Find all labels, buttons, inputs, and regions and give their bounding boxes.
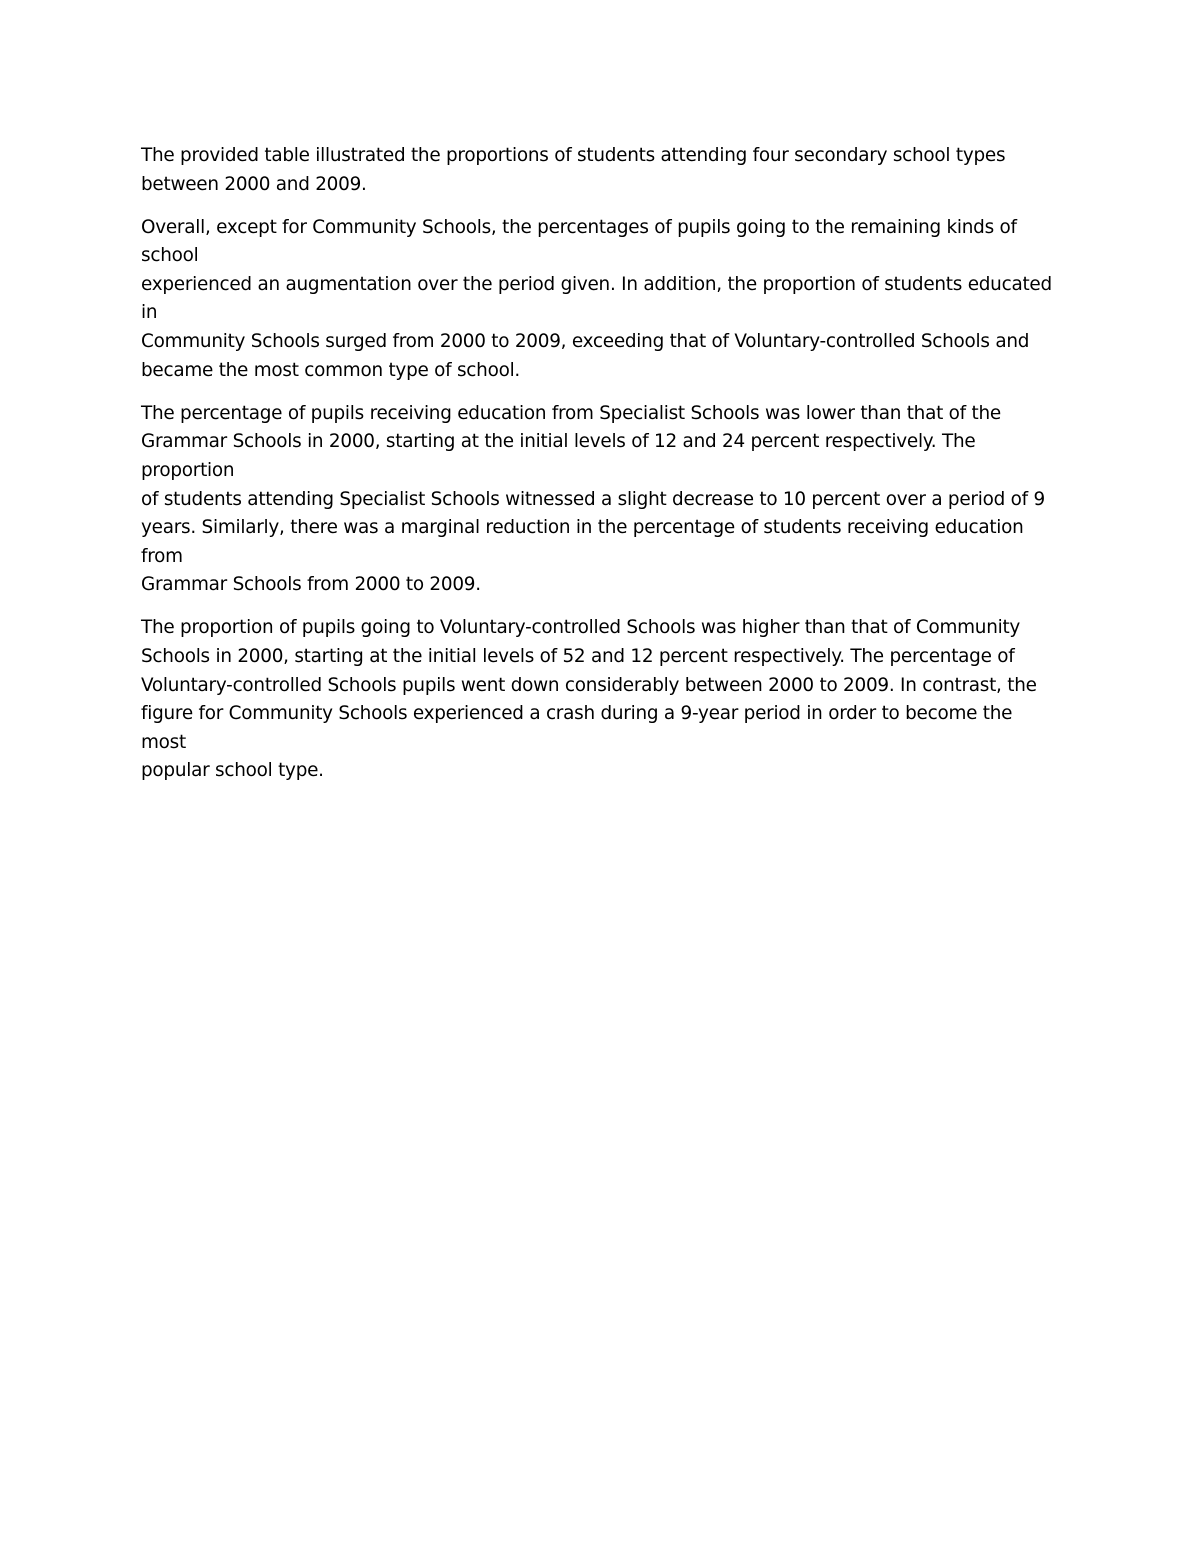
text-line: Grammar Schools in 2000, starting at the initial levels of 12 and 24 percent respectively. The proportion: [141, 431, 976, 481]
text-line: became the most common type of school.: [141, 359, 521, 381]
text-line: Community Schools surged from 2000 to 2009, exceeding that of Voluntary-controlled Schools and: [141, 331, 1030, 353]
text-line: The percentage of pupils receiving education from Specialist Schools was lower than that of the: [141, 402, 1001, 424]
text-line: years. Similarly, there was a marginal reduction in the percentage of students receiving education from: [141, 517, 1024, 567]
text-line: experienced an augmentation over the period given. In addition, the proportion of students educated in: [141, 273, 1052, 324]
paragraph-introduction: [141, 142, 1061, 199]
text-line: between 2000 and 2009.: [141, 173, 367, 195]
paragraph-overview: [141, 214, 1061, 386]
text-line: of students attending Specialist Schools witnessed a slight decrease to 10 percent over a period of 9: [141, 488, 1045, 510]
text-line: The provided table illustrated the proportions of students attending four secondary school types: [141, 145, 1006, 166]
text-line: Voluntary-controlled Schools pupils went down considerably between 2000 to 2009. In contrast, the: [141, 674, 1037, 696]
paragraph-specialist-grammar: [141, 400, 1061, 600]
text-line: Grammar Schools from 2000 to 2009.: [141, 574, 481, 596]
text-line: Overall, except for Community Schools, the percentages of pupils going to the remaining kinds of school: [141, 216, 1017, 267]
text-line: The proportion of pupils going to Voluntary-controlled Schools was higher than that of Community: [141, 617, 1021, 639]
text-line: popular school type.: [141, 760, 324, 782]
paragraph-voluntary-community: [141, 614, 1061, 786]
text-line: Schools in 2000, starting at the initial levels of 52 and 12 percent respectively. The percentage of: [141, 646, 1015, 667]
text-line: figure for Community Schools experienced a crash during a 9-year period in order to become the most: [141, 703, 1013, 753]
document-body: [141, 142, 1061, 800]
